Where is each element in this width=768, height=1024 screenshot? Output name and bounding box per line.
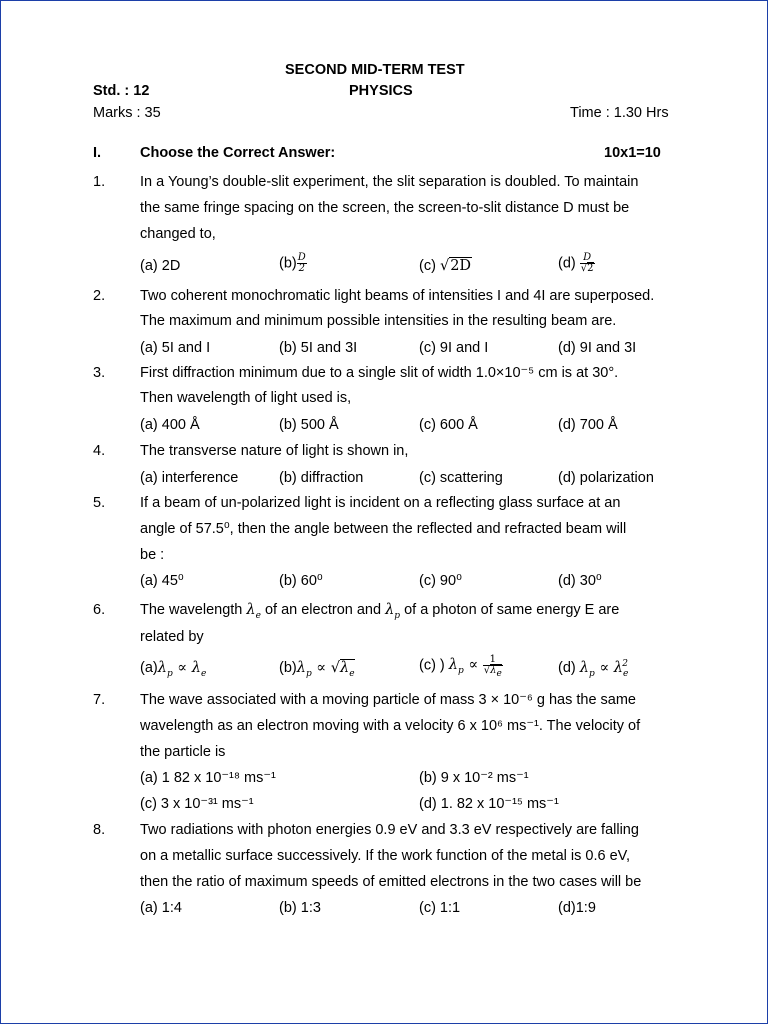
question-text: on a metallic surface successively. If the work function of the metal is 0.6 eV,: [140, 848, 631, 864]
option-a: (a) 1:4: [140, 900, 182, 916]
question-text: The transverse nature of light is shown in,: [140, 443, 409, 459]
std-label: Std. : 12: [93, 83, 150, 99]
math-sqrt-2d: √2D: [439, 258, 472, 274]
option-label: (b): [279, 255, 297, 272]
math-d-over-2: $\frac{D}{2}$: [297, 252, 306, 274]
option-c: (c) 600 Å: [419, 417, 478, 433]
option-a: (a) interference: [140, 470, 239, 486]
question-text: Two radiations with photon energies 0.9 eV and 3.3 eV respectively are falling: [140, 822, 639, 838]
question-text: be :: [140, 547, 165, 563]
option-label: (b): [279, 660, 297, 676]
option-b: [279, 253, 307, 274]
option-d: [558, 253, 595, 274]
option-c: [419, 258, 472, 274]
math-lambda-e: $\lambda_e$: [246, 602, 261, 621]
math-lambda-p: $\lambda_p$: [385, 602, 401, 621]
option-c: (c) 1:1: [419, 900, 461, 916]
option-c: (c) scattering: [419, 470, 503, 486]
option-b: (b) 500 Å: [279, 417, 339, 433]
option-c: (c) 9I and I: [419, 340, 489, 356]
marks-label: Marks : 35: [93, 105, 161, 121]
question-number: 8.: [93, 822, 106, 838]
option-d: (d) 9I and 3I: [558, 340, 637, 356]
section-number: I.: [93, 145, 102, 161]
option-d: [558, 659, 629, 679]
question-text: related by: [140, 629, 204, 645]
option-a: [140, 660, 207, 679]
question-text: First diffraction minimum due to a single slit of width 1.0×10⁻⁵ cm is at 30°.: [140, 365, 619, 381]
question-text: Two coherent monochromatic light beams of intensities I and 4I are superposed.: [140, 288, 655, 304]
question-text-part: The wavelength: [140, 602, 243, 618]
option-d: (d) 30⁰: [558, 573, 602, 589]
question-text: Then wavelength of light used is,: [140, 390, 352, 406]
question-number: 6.: [93, 602, 106, 618]
math-expression: $\lambda_p$ ∝: [448, 657, 483, 677]
option-d: (d) 700 Å: [558, 417, 618, 433]
option-label: (d): [558, 255, 576, 272]
option-a: (a) 5I and I: [140, 340, 211, 356]
question-text: The maximum and minimum possible intensities in the resulting beam are.: [140, 313, 617, 329]
option-label: (a): [140, 660, 158, 676]
question-text: the same fringe spacing on the screen, the screen-to-slit distance D must be: [140, 200, 630, 216]
option-label: (d): [558, 660, 576, 676]
question-number: 4.: [93, 443, 106, 459]
question-number: 5.: [93, 495, 106, 511]
option-d: (d) 1. 82 x 10⁻¹⁵ ms⁻¹: [419, 796, 559, 812]
option-a: (a) 45⁰: [140, 573, 184, 589]
option-b: (b) diffraction: [279, 470, 364, 486]
section-heading: Choose the Correct Answer:: [140, 145, 336, 161]
question-text: changed to,: [140, 226, 216, 242]
option-c: [419, 654, 503, 679]
math-expression: $\lambda_p \propto \lambda_e^2$: [579, 659, 629, 679]
option-a: (a) 2D: [140, 258, 181, 274]
exam-title: SECOND MID-TERM TEST: [285, 62, 465, 78]
question-number: 1.: [93, 174, 106, 190]
option-b: (b) 60⁰: [279, 573, 323, 589]
question-text: The wave associated with a moving particle of mass 3 × 10⁻⁶ g has the same: [140, 692, 636, 708]
option-b: (b) 1:3: [279, 900, 321, 916]
option-b: (b) 9 x 10⁻² ms⁻¹: [419, 770, 529, 786]
question-text: [140, 602, 620, 621]
question-text: wavelength as an electron moving with a velocity 6 x 10⁶ ms⁻¹. The velocity of: [140, 718, 641, 734]
question-text: angle of 57.5⁰, then the angle between the reflected and refracted beam will: [140, 521, 627, 537]
option-a: (a) 400 Å: [140, 417, 200, 433]
time-label: Time : 1.30 Hrs: [570, 105, 669, 121]
math-d-over-root2: $\frac{D}{√2}$: [580, 252, 594, 274]
option-c: (c) 90⁰: [419, 573, 462, 589]
option-label: (c) ): [419, 657, 445, 674]
math-fraction: $\frac{1}{√\lambda_e}$: [483, 654, 502, 679]
math-expression: $\lambda_p \propto \lambda_e$: [157, 660, 207, 679]
question-text-part: of an electron and: [264, 602, 382, 618]
question-text: the particle is: [140, 744, 226, 760]
question-text: If a beam of un-polarized light is incident on a reflecting glass surface at an: [140, 495, 621, 511]
subject-title: PHYSICS: [349, 83, 413, 99]
option-c: (c) 3 x 10⁻³¹ ms⁻¹: [140, 796, 254, 812]
option-d: (d)1:9: [558, 900, 596, 916]
question-number: 3.: [93, 365, 106, 381]
option-b: [279, 660, 355, 679]
option-d: (d) polarization: [558, 470, 654, 486]
option-a: (a) 1 82 x 10⁻¹⁸ ms⁻¹: [140, 770, 276, 786]
section-marks: 10x1=10: [604, 145, 661, 161]
question-number: 2.: [93, 288, 106, 304]
option-b: (b) 5I and 3I: [279, 340, 358, 356]
question-text: In a Young’s double-slit experiment, the slit separation is doubled. To maintain: [140, 174, 639, 190]
math-expression: $\lambda_p \propto √\lambda_e$: [296, 660, 355, 679]
question-text-part: of a photon of same energy E are: [404, 602, 620, 618]
question-number: 7.: [93, 692, 106, 708]
option-label: (c): [419, 258, 436, 274]
question-text: then the ratio of maximum speeds of emitted electrons in the two cases will be: [140, 874, 642, 890]
